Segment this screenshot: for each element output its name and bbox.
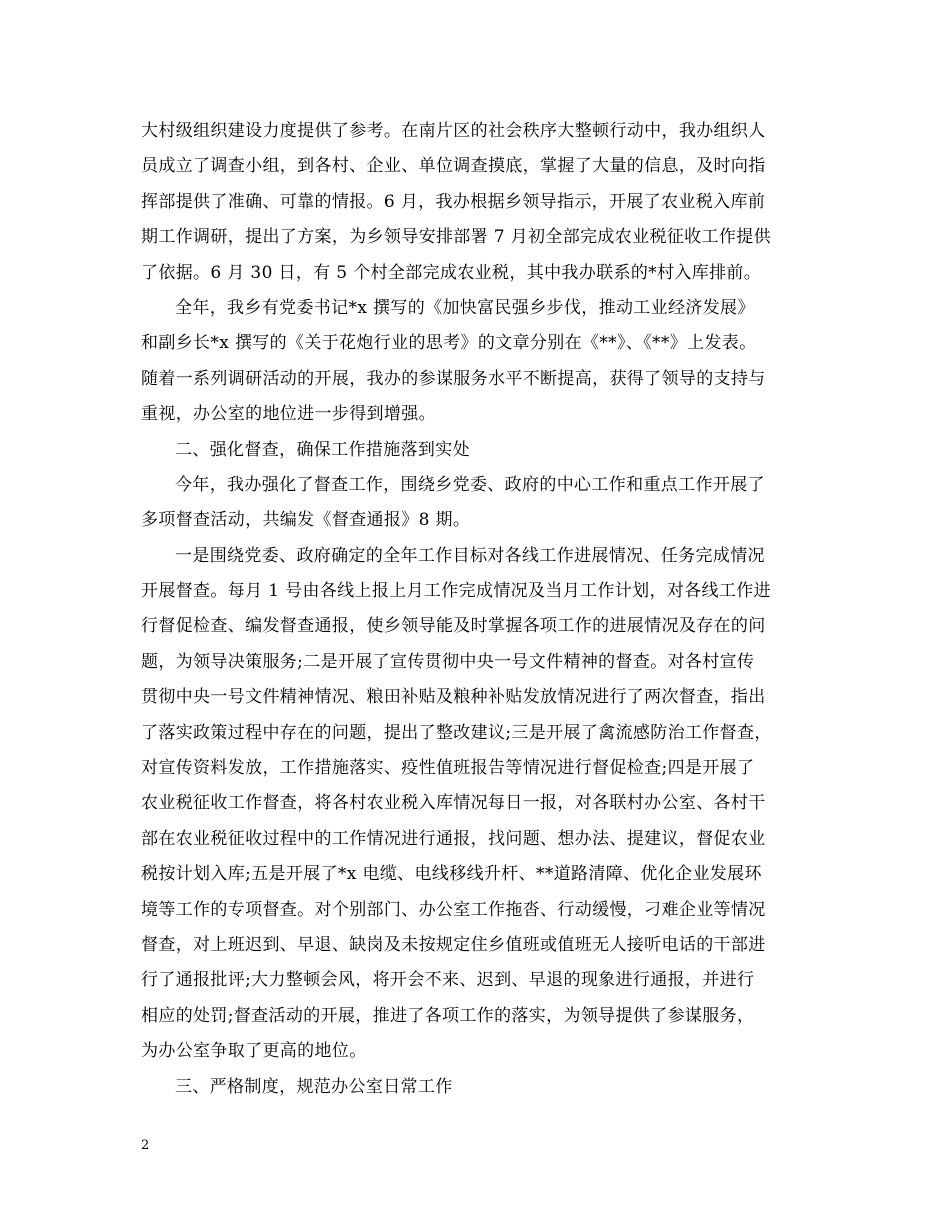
- text-line: 为办公室争取了更高的地位。: [141, 1041, 367, 1062]
- text-line: 随着一系列调研活动的开展，我办的参谋服务水平不断提高，获得了领导的支持与: [141, 368, 766, 389]
- text-line: 开展督查。每月 1 号由各线上报上月工作完成情况及当月工作计划，对各线工作进: [141, 581, 771, 602]
- text-line: 相应的处罚;督查活动的开展，推进了各项工作的落实，为领导提供了参谋服务，: [141, 1005, 755, 1026]
- body-text: [141, 114, 817, 1105]
- section-heading: 三、严格制度，规范办公室日常工作: [175, 1076, 453, 1097]
- text-line: 期工作调研，提出了方案，为乡领导安排部署 7 月初全部完成农业税征收工作提供: [141, 227, 771, 248]
- paragraph-first-line: 今年，我办强化了督查工作，围绕乡党委、政府的中心工作和重点工作开展了: [175, 474, 765, 495]
- text-line: 境等工作的专项督查。对个别部门、办公室工作拖沓、行动缓慢，刁难企业等情况: [141, 899, 766, 920]
- text-line: 督查，对上班迟到、早退、缺岗及未按规定住乡值班或值班无人接听电话的干部进: [141, 934, 766, 955]
- text-line: 了依据。6 月 30 日，有 5 个村全部完成农业税，其中我办联系的*村入库排前。: [141, 262, 762, 283]
- paragraph-first-line: 全年，我乡有党委书记*x 撰写的《加快富民强乡步伐，推动工业经济发展》: [175, 297, 755, 318]
- text-line: 行了通报批评;大力整顿会风，将开会不来、迟到、早退的现象进行通报，并进行: [141, 970, 755, 991]
- text-line: 农业税征收工作督查，将各村农业税入库情况每日一报，对各联村办公室、各村干: [141, 793, 766, 814]
- section-heading: 二、强化督查，确保工作措施落到实处: [175, 439, 470, 460]
- text-line: 对宣传资料发放，工作措施落实、疫性值班报告等情况进行督促检查;四是开展了: [141, 758, 755, 779]
- text-line: 题，为领导决策服务;二是开展了宣传贯彻中央一号文件精神的督查。对各村宣传: [141, 651, 755, 672]
- page-number: 2: [141, 1138, 150, 1153]
- text-line: 了落实政策过程中存在的问题，提出了整改建议;三是开展了禽流感防治工作督查，: [141, 722, 772, 743]
- text-line: 重视，办公室的地位进一步得到增强。: [141, 404, 436, 425]
- text-line: 行督促检查、编发督查通报，使乡领导能及时掌握各项工作的进展情况及存在的问: [141, 616, 766, 637]
- text-line: 大村级组织建设力度提供了参考。在南片区的社会秩序大整顿行动中，我办组织人: [141, 121, 766, 141]
- text-line: 多项督查活动，共编发《督查通报》8 期。: [141, 510, 471, 531]
- text-line: 贯彻中央一号文件精神情况、粮田补贴及粮种补贴发放情况进行了两次督查，指出: [141, 687, 766, 708]
- paragraph-first-line: 一是围绕党委、政府确定的全年工作目标对各线工作进展情况、任务完成情况: [175, 545, 765, 566]
- text-line: 员成立了调查小组，到各村、企业、单位调查摸底，掌握了大量的信息，及时向指: [141, 156, 766, 177]
- text-line: 部在农业税征收过程中的工作情况进行通报，找问题、想办法、提建议，督促农业: [141, 828, 766, 849]
- text-line: 挥部提供了准确、可靠的情报。6 月，我办根据乡领导指示，开展了农业税入库前: [141, 191, 766, 212]
- text-line: 和副乡长*x 撰写的《关于花炮行业的思考》的文章分别在《**》、《**》上发表。: [141, 333, 757, 354]
- text-line: 税按计划入库;五是开展了*x 电缆、电线移线升杆、**道路清障、优化企业发展环: [141, 864, 762, 885]
